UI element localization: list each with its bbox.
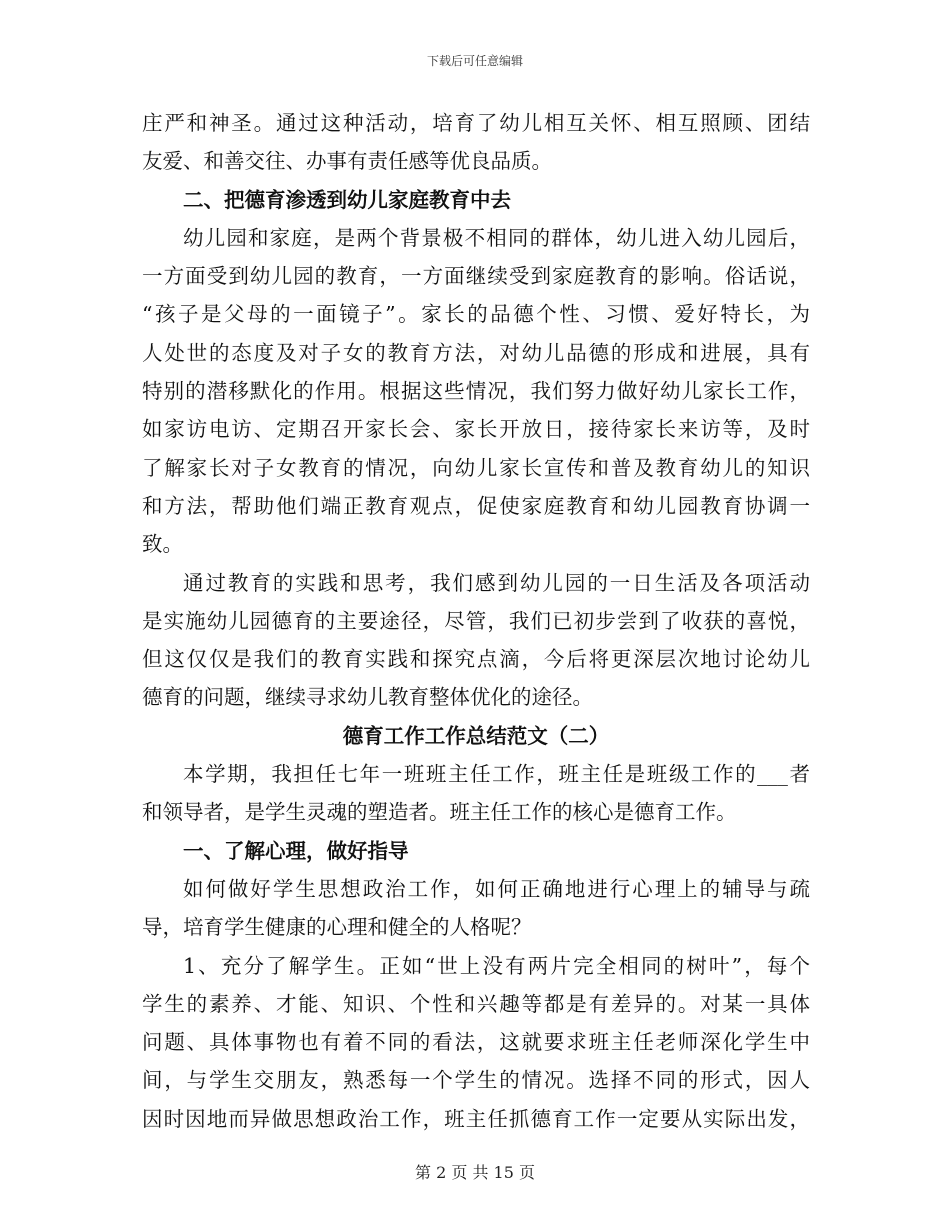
page-header-note: 下载后可任意编辑: [426, 54, 523, 68]
paragraph-line: 学生的素养、才能、知识、个性和兴趣等都是有差异的。对某一具体: [142, 991, 810, 1016]
paragraph-line: 因时因地而异做思想政治工作，班主任抓德育工作一定要从实际出发，: [142, 1106, 810, 1131]
paragraph-line: 通过教育的实践和思考，我们感到幼儿园的一日生活及各项活动: [183, 570, 810, 595]
paragraph-line: 了解家长对子女教育的情况，向幼儿家长宣传和普及教育幼儿的知识: [142, 455, 810, 480]
paragraph-line: 幼儿园和家庭，是两个背景极不相同的群体，幼儿进入幼儿园后，: [183, 225, 810, 250]
paragraph-line: 是实施幼儿园德育的主要途径，尽管，我们已初步尝到了收获的喜悦，: [142, 608, 810, 633]
paragraph-line: 特别的潜移默化的作用。根据这些情况，我们努力做好幼儿家长工作，: [142, 379, 810, 404]
paragraph-line: 如家访电访、定期召开家长会、家长开放日，接待家长来访等，及时: [142, 417, 810, 442]
paragraph-line: 和领导者，是学生灵魂的塑造者。班主任工作的核心是德育工作。: [142, 800, 737, 825]
document-body: [142, 104, 810, 1138]
paragraph-line: 本学期，我担任七年一班班主任工作，班主任是班级工作的___者: [183, 762, 810, 787]
section-heading: 二、把德育渗透到幼儿家庭教育中去: [183, 187, 511, 212]
paragraph-line: 间，与学生交朋友，熟悉每一个学生的情况。选择不同的形式，因人: [142, 1068, 810, 1093]
paragraph-line: 导，培育学生健康的心理和健全的人格呢？: [142, 915, 532, 940]
paragraph-line: 庄严和神圣。通过这种活动，培育了幼儿相互关怀、相互照顾、团结: [142, 111, 810, 135]
paragraph-line: 问题、具体事物也有着不同的看法，这就要求班主任老师深化学生中: [142, 1030, 810, 1055]
paragraph-line: 但这仅仅是我们的教育实践和探究点滴，今后将更深层次地讨论幼儿: [142, 647, 810, 672]
page-number: 第 2 页 共 15 页: [415, 1163, 535, 1182]
paragraph-line: 德育的问题，继续寻求幼儿教育整体优化的途径。: [142, 685, 593, 710]
paragraph-line: 1、充分了解学生。正如“世上没有两片完全相同的树叶”，每个: [183, 953, 810, 978]
paragraph-line: 如何做好学生思想政治工作，如何正确地进行心理上的辅导与疏: [183, 876, 810, 901]
paragraph-line: 和方法，帮助他们端正教育观点，促使家庭教育和幼儿园教育协调一: [142, 493, 810, 518]
document-title: 德育工作工作总结范文（二）: [342, 723, 610, 748]
paragraph-line: 一方面受到幼儿园的教育，一方面继续受到家庭教育的影响。俗话说，: [142, 264, 810, 289]
paragraph-line: “孩子是父母的一面镜子”。家长的品德个性、习惯、爱好特长，为: [142, 302, 810, 327]
paragraph-line: 致。: [142, 532, 183, 557]
paragraph-line: 友爱、和善交往、办事有责任感等优良品质。: [142, 149, 552, 174]
section-heading: 一、了解心理，做好指导: [183, 838, 409, 863]
paragraph-line: 人处世的态度及对子女的教育方法，对幼儿品德的形成和进展，具有: [142, 340, 810, 365]
